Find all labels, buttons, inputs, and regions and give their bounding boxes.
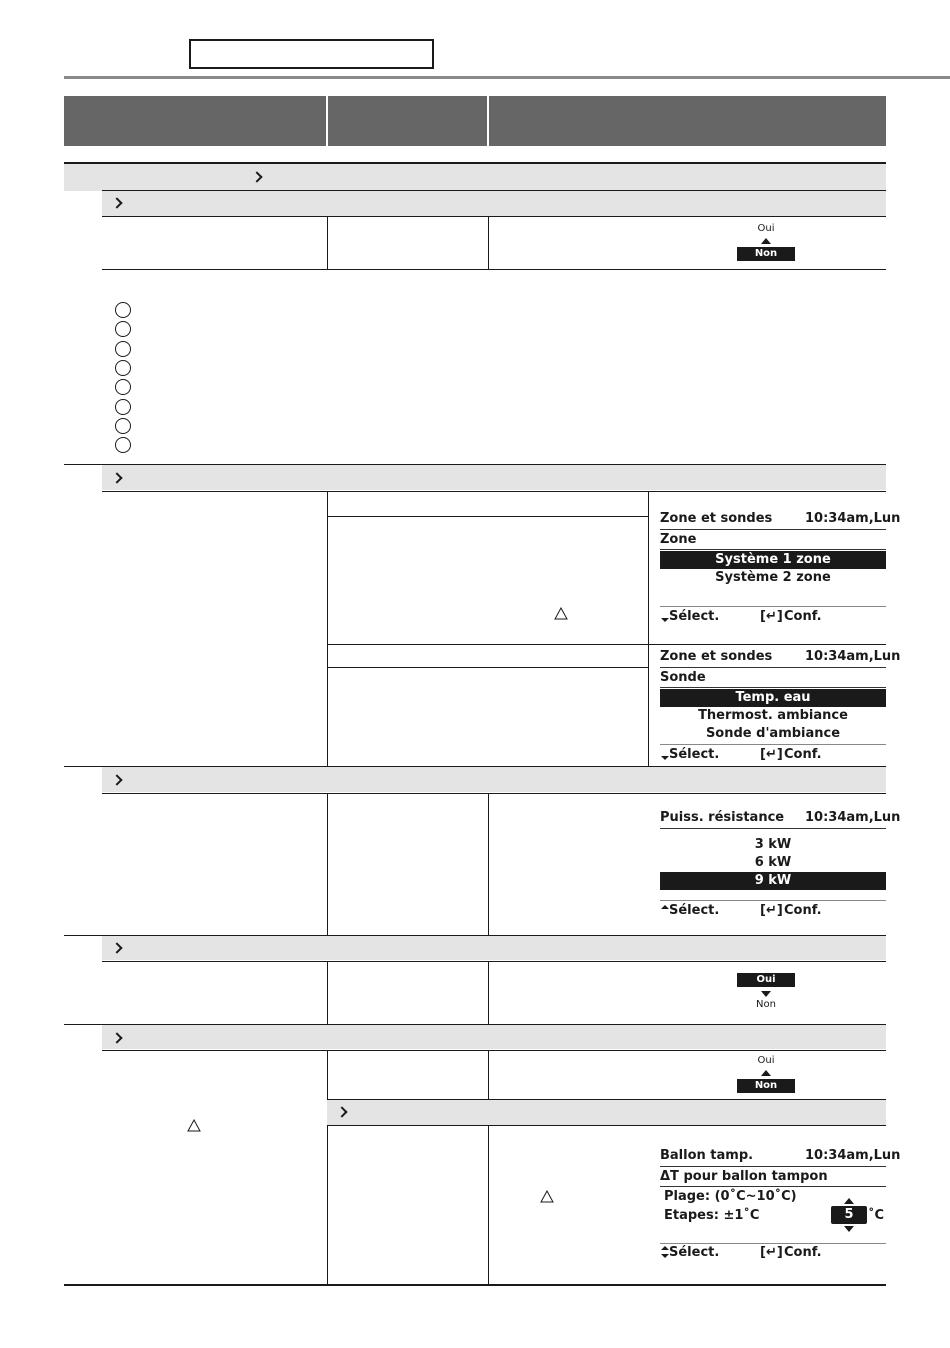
screen-resistance-title: Puiss. résistance — [660, 810, 785, 825]
row-line — [327, 516, 648, 517]
enter-key-icon: [↵] — [760, 747, 783, 762]
arrow-down-icon — [661, 618, 669, 622]
screen-zone-footer-select: Sélect. — [669, 609, 720, 624]
screen-sonde-time: 10:34am,Lun — [805, 649, 901, 664]
screen-zone-footer-confirm: Conf. — [784, 609, 822, 624]
subsection-band-2 — [102, 465, 886, 490]
top-rule — [64, 76, 950, 79]
table-header-divider-2 — [487, 96, 489, 146]
arrow-up-icon — [761, 238, 771, 244]
screen-divider — [660, 687, 886, 688]
option-oui: Oui — [757, 1055, 775, 1066]
screen-divider — [660, 549, 886, 550]
row-line — [327, 667, 648, 668]
screen-ballon-title: Ballon tamp. — [660, 1148, 754, 1163]
header-label-box — [189, 39, 434, 69]
screen-ballon-subtitle: ΔT pour ballon tampon — [660, 1169, 828, 1184]
screen-ballon-step: Etapes: ±1˚C — [664, 1208, 760, 1223]
subsection-band-5 — [102, 1025, 886, 1049]
circle-marker-2 — [115, 321, 131, 337]
row-line — [102, 269, 886, 270]
row-line — [102, 1050, 886, 1051]
col-line — [488, 216, 489, 269]
warning-triangle-icon — [554, 605, 568, 624]
screen-ballon-range: Plage: (0˚C~10˚C) — [664, 1189, 797, 1204]
circle-marker-6 — [115, 399, 131, 415]
table-bottom-rule — [64, 1284, 886, 1286]
option-non-selected[interactable]: Non — [737, 1079, 795, 1093]
screen-divider — [660, 1166, 886, 1167]
section-band-main — [64, 162, 886, 191]
screen-zone-time: 10:34am,Lun — [805, 511, 901, 526]
row-line — [327, 1125, 886, 1126]
screen-sonde-subtitle: Sonde — [660, 670, 706, 685]
screen-zone-option-selected[interactable]: Système 1 zone — [660, 551, 886, 569]
col-line — [488, 1050, 489, 1099]
circle-marker-4 — [115, 360, 131, 376]
screen-divider — [660, 606, 886, 607]
circle-marker-7 — [115, 418, 131, 434]
row-line — [327, 644, 886, 645]
table-header-divider-1 — [326, 96, 328, 146]
screen-divider — [660, 1186, 886, 1187]
screen-ballon-unit: ˚C — [868, 1208, 885, 1223]
arrow-up-icon — [761, 1070, 771, 1076]
screen-zone-subtitle: Zone — [660, 532, 697, 547]
row-line — [102, 961, 886, 962]
arrow-up-icon — [661, 905, 669, 909]
screen-resistance-option[interactable]: 6 kW — [754, 855, 792, 870]
screen-sonde-footer-select: Sélect. — [669, 747, 720, 762]
col-line — [488, 961, 489, 1024]
option-oui: Oui — [757, 223, 775, 234]
col-line — [327, 491, 328, 766]
option-oui-selected[interactable]: Oui — [737, 973, 795, 987]
arrow-up-icon — [661, 1246, 669, 1250]
subsection-band-5a — [327, 1099, 886, 1125]
arrow-down-icon — [661, 1254, 669, 1258]
screen-resistance-time: 10:34am,Lun — [805, 810, 901, 825]
table-header — [64, 96, 886, 146]
warning-triangle-icon — [187, 1117, 201, 1136]
screen-sonde-option[interactable]: Sonde d'ambiance — [705, 726, 841, 741]
screen-sonde-footer-confirm: Conf. — [784, 747, 822, 762]
circle-marker-1 — [115, 302, 131, 318]
subsection-band-1 — [102, 190, 886, 216]
enter-key-icon: [↵] — [760, 903, 783, 918]
subsection-band-3 — [102, 767, 886, 792]
screen-ballon-value[interactable]: 5 — [831, 1206, 867, 1224]
screen-divider — [660, 744, 886, 745]
screen-ballon-footer-confirm: Conf. — [784, 1245, 822, 1260]
screen-divider — [660, 828, 886, 829]
warning-triangle-icon — [540, 1188, 554, 1207]
circle-marker-3 — [115, 341, 131, 357]
screen-divider — [660, 900, 886, 901]
screen-resistance-footer-select: Sélect. — [669, 903, 720, 918]
col-line — [327, 216, 328, 269]
option-non-selected[interactable]: Non — [737, 247, 795, 261]
screen-divider — [660, 667, 886, 668]
col-line — [327, 793, 328, 935]
screen-ballon-time: 10:34am,Lun — [805, 1148, 901, 1163]
enter-key-icon: [↵] — [760, 1245, 783, 1260]
screen-zone-title: Zone et sondes — [660, 511, 773, 526]
screen-sonde-option[interactable]: Thermost. ambiance — [698, 708, 848, 723]
col-line — [327, 1050, 328, 1284]
screen-sonde-option-selected[interactable]: Temp. eau — [660, 689, 886, 707]
screen-ballon-footer-select: Sélect. — [669, 1245, 720, 1260]
col-line — [648, 491, 649, 766]
col-line — [327, 961, 328, 1024]
screen-sonde-title: Zone et sondes — [660, 649, 773, 664]
subsection-band-4 — [102, 936, 886, 960]
circle-marker-8 — [115, 437, 131, 453]
circle-marker-5 — [115, 379, 131, 395]
option-non: Non — [756, 999, 776, 1010]
screen-resistance-option[interactable]: 3 kW — [754, 837, 792, 852]
screen-zone-option[interactable]: Système 2 zone — [715, 570, 831, 585]
screen-divider — [660, 529, 886, 530]
row-line — [102, 793, 886, 794]
arrow-up-icon — [844, 1198, 854, 1204]
arrow-down-icon — [761, 991, 771, 997]
screen-divider — [660, 1243, 886, 1244]
arrow-down-icon — [844, 1226, 854, 1232]
row-line — [102, 216, 886, 217]
col-line — [488, 793, 489, 935]
col-line — [488, 1125, 489, 1284]
arrow-down-icon — [661, 756, 669, 760]
row-line — [102, 491, 886, 492]
screen-resistance-option-selected[interactable]: 9 kW — [660, 872, 886, 890]
enter-key-icon: [↵] — [760, 609, 783, 624]
screen-resistance-footer-confirm: Conf. — [784, 903, 822, 918]
